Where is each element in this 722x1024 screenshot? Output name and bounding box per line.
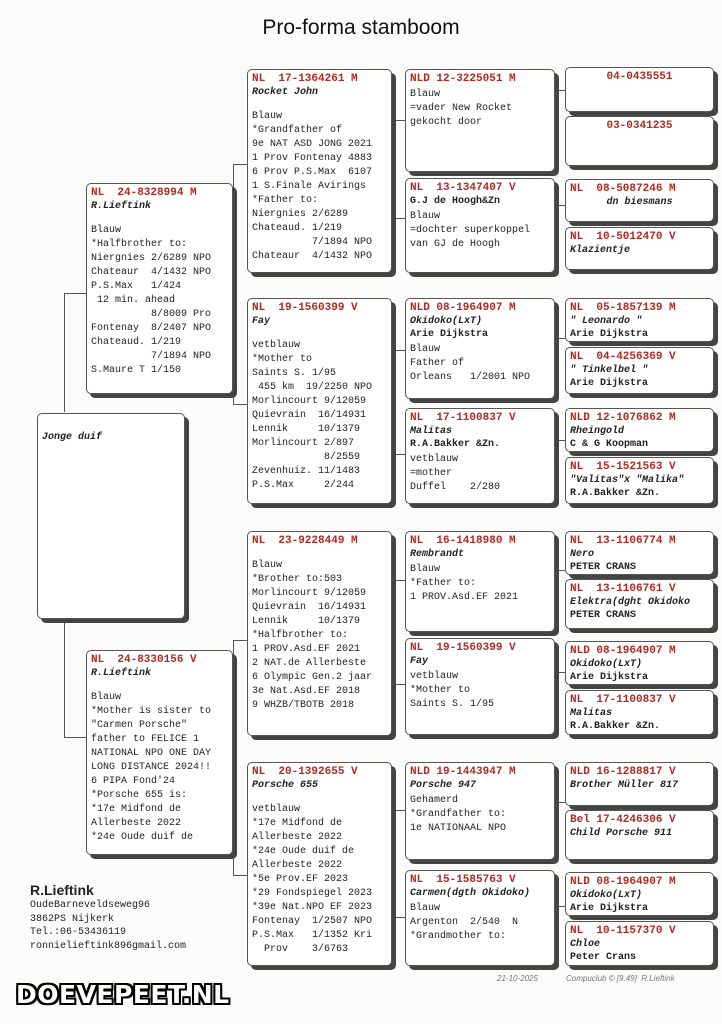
gen4-ring-number: NL 15-1521563 V <box>570 461 676 473</box>
grandparent-card[interactable] <box>247 298 392 504</box>
gen4-name: Elektra(dght Okidoko <box>570 597 691 608</box>
gen4-owner: R.A.Bakker &Zn. <box>570 488 661 499</box>
connector-line <box>392 580 405 581</box>
great-grandparent-card[interactable] <box>405 298 555 399</box>
ggp-name: Porsche 947 <box>410 780 477 791</box>
gen4-ring-number: NL 13-1106761 V <box>570 583 676 595</box>
connector-line <box>392 120 393 218</box>
connector-line <box>555 440 565 441</box>
gen4-card[interactable] <box>565 690 714 735</box>
owner-city: 3862PS Nijkerk <box>30 913 115 925</box>
gen4-name: "Valitas"x "Malika" <box>570 475 685 486</box>
ggp-name: Malitas <box>410 426 453 437</box>
gen4-ring-number: NL 13-1106774 M <box>570 535 676 547</box>
subject-card[interactable] <box>37 413 185 619</box>
ggp-info: vetblauw =mother Duffel 2/280 <box>410 454 501 493</box>
ggp-ring-number: NL 16-1418980 M <box>410 535 516 547</box>
grandparent-card[interactable] <box>247 69 392 273</box>
gen4-card[interactable] <box>565 921 714 966</box>
ggp-info: Gehamerd *Grandfather to: 1e NATIONAAL NPO <box>410 795 507 834</box>
ggp-info: Blauw Father of Orleans 1/2001 NPO <box>410 344 531 383</box>
grandparent-card[interactable] <box>247 531 392 736</box>
grandparent-ring-number: NL 23-9228449 M <box>252 535 358 547</box>
grandparent-info: Blauw *Brother to:503 Morlincourt 9/12059 Quievrain 16/14931 Lennik 10/1379 *Halfbrother to: 1 PROV.Asd.EF 2021 2 NAT.de Allerbeste 6 Olympic Gen.2 jaar 3e Nat.Asd.EF 2018 9 WHZB/TBOTB 2018 <box>252 560 373 711</box>
gen4-name: " Tinkelbel " <box>570 365 649 376</box>
ggp-name: Rembrandt <box>410 549 465 560</box>
great-grandparent-card[interactable] <box>405 870 555 966</box>
gen4-ring-number: NLD 08-1964907 M <box>570 876 676 888</box>
dam-card[interactable] <box>86 650 233 855</box>
great-grandparent-card[interactable] <box>405 762 555 860</box>
connector-line <box>64 619 65 737</box>
connector-line <box>392 454 405 455</box>
connector-line <box>64 293 65 412</box>
connector-line <box>64 293 86 294</box>
ggp-ring-number: NLD 12-3225051 M <box>410 73 516 85</box>
gen4-card[interactable] <box>565 179 714 222</box>
grandparent-ring-number: NL 19-1560399 V <box>252 302 358 314</box>
gen4-ring-number: NLD 08-1964907 M <box>570 645 676 657</box>
ggp-info: Blauw =vader New Rocket gekocht door <box>410 89 513 128</box>
connector-line <box>392 917 405 918</box>
watermark-logo: DOEVEPEET.NL <box>16 980 230 1009</box>
connector-line <box>555 802 565 803</box>
subject-name: Jonge duif <box>42 432 103 443</box>
connector-line <box>555 906 565 907</box>
connector-line <box>233 640 247 641</box>
ggp-ring-number: NL 15-1585763 V <box>410 874 516 886</box>
gen4-name: Rheingold <box>570 426 625 437</box>
connector-line <box>555 90 565 91</box>
gen4-name: Okidoko(LxT) <box>570 890 643 901</box>
connector-line <box>555 205 565 206</box>
gen4-card[interactable] <box>565 810 714 860</box>
footer-date: 21-10-2025 <box>497 974 538 983</box>
connector-line <box>392 810 405 811</box>
gen4-ring-number: Bel 17-4246306 V <box>570 814 676 826</box>
connector-line <box>233 404 247 405</box>
great-grandparent-card[interactable] <box>405 408 555 504</box>
gen4-card[interactable] <box>565 531 714 575</box>
gen4-card[interactable] <box>565 116 714 166</box>
connector-line <box>392 350 405 351</box>
gen4-ring-number: NL 17-1100837 V <box>570 694 676 706</box>
gen4-ring-number: NL 10-1157370 V <box>570 925 676 937</box>
dam-ring-number: NL 24-8330156 V <box>91 654 197 666</box>
connector-line <box>64 737 86 738</box>
ggp-info: Blauw Argenton 2/540 N *Grandmother to: <box>410 903 519 942</box>
sire-info: Blauw *Halfbrother to: Niergnies 2/6289 NPO Chateaur 4/1432 NPO P.S.Max 1/424 12 min. ahead 8/8009 Pro Fontenay 8/2407 NPO Chateaud. 1/219 7/1894 NPO S.Maure T 1/150 <box>91 225 212 376</box>
gen4-card[interactable] <box>565 408 714 452</box>
gen4-name: Malitas <box>570 708 613 719</box>
great-grandparent-card[interactable] <box>405 178 555 273</box>
gen4-owner: Arie Dijkstra <box>570 672 649 683</box>
connector-line <box>555 570 565 571</box>
ggp-ring-number: NL 19-1560399 V <box>410 642 516 654</box>
grandparent-info: Blauw *Grandfather of 9e NAT ASD JONG 2021 1 Prov Fontenay 4883 6 Prov P.S.Max 6107 1 S.Finale Avirings *Father to: Niergnies 2/6289 Chateaud. 1/219 7/1894 NPO Chateaur 4/1432 NPO <box>252 111 373 262</box>
ggp-ring-number: NL 13-1347407 V <box>410 182 516 194</box>
ggp-name: Fay <box>410 656 429 667</box>
connector-line <box>392 350 393 454</box>
grandparent-ring-number: NL 20-1392655 V <box>252 766 358 778</box>
gen4-card[interactable] <box>565 762 714 806</box>
sire-card[interactable] <box>86 183 233 394</box>
gen4-card[interactable] <box>565 347 714 394</box>
owner-name: R.Lieftink <box>30 882 94 898</box>
gen4-card[interactable] <box>565 298 714 342</box>
ggp-info: Blauw =dochter superkoppel van GJ de Hoogh <box>410 211 531 250</box>
ggp-name: Okidoko(LxT) <box>410 316 483 327</box>
grandparent-name: Rocket John <box>252 87 319 98</box>
connector-line <box>233 164 247 165</box>
gen4-card[interactable] <box>565 579 714 629</box>
gen4-ring-number: 03-0341235 <box>606 120 673 132</box>
gen4-ring-number: NLD 16-1288817 V <box>570 766 676 778</box>
connector-line <box>555 672 565 673</box>
gen4-owner: Arie Dijkstra <box>570 903 649 914</box>
ggp-info: Blauw *Father to: 1 PROV.Asd.EF 2021 <box>410 564 519 603</box>
gen4-ring-number: 04-0435551 <box>606 71 673 83</box>
gen4-ring-number: NL 04-4256369 V <box>570 351 676 363</box>
connector-line <box>392 120 405 121</box>
gen4-card[interactable] <box>565 67 714 112</box>
grandparent-name: Fay <box>252 316 271 327</box>
dam-name: R.Lieftink <box>91 668 152 679</box>
gen4-name: Okidoko(LxT) <box>570 659 643 670</box>
gen4-ring-number: NL 10-5012470 V <box>570 231 676 243</box>
gen4-name: Child Porsche 911 <box>570 828 673 839</box>
ggp-ring-number: NLD 08-1964907 M <box>410 302 516 314</box>
gen4-owner: PETER CRANS <box>570 562 637 573</box>
gen4-ring-number: NL 08-5087246 M <box>570 183 676 195</box>
great-grandparent-card[interactable] <box>405 69 555 172</box>
ggp-name: Carmen(dgth Okidoko) <box>410 888 531 899</box>
page-title: Pro-forma stamboom <box>262 16 460 39</box>
gen4-name: dn biesmans <box>606 197 673 208</box>
grandparent-card[interactable] <box>247 762 392 966</box>
connector-line <box>392 810 393 917</box>
connector-line <box>392 218 405 219</box>
grandparent-ring-number: NL 17-1364261 M <box>252 73 358 85</box>
gen4-owner: Arie Dijkstra <box>570 329 649 340</box>
gen4-owner: PETER CRANS <box>570 610 637 621</box>
connector-line <box>392 684 405 685</box>
sire-name: R.Lieftink <box>91 201 152 212</box>
gen4-owner: Arie Dijkstra <box>570 378 649 389</box>
grandparent-info: vetblauw *Mother to Saints S. 1/95 455 km 19/2250 NPO Morlincourt 9/12059 Quievrain 16/14931 Lennik 10/1379 Morlincourt 2/897 8/2559 Zevenhuiz. 11/1483 P.S.Max 2/244 <box>252 340 373 491</box>
ggp-info: vetblauw *Mother to Saints S. 1/95 <box>410 671 495 710</box>
gen4-owner: Peter Crans <box>570 952 637 963</box>
owner-email[interactable]: ronnielieftink896gmail.com <box>30 940 187 952</box>
gen4-name: " Leonardo " <box>570 316 643 327</box>
gen4-card[interactable] <box>565 227 714 270</box>
great-grandparent-card[interactable] <box>405 638 555 735</box>
owner-contact <box>30 881 186 953</box>
ggp-owner: R.A.Bakker &Zn. <box>410 439 501 450</box>
gen4-owner: C & G Koopman <box>570 439 649 450</box>
gen4-card[interactable] <box>565 641 714 685</box>
connector-line <box>233 164 234 404</box>
ggp-owner: G.J de Hoogh&Zn <box>410 196 501 207</box>
ggp-owner: Arie Dijkstra <box>410 329 489 340</box>
grandparent-info: vetblauw *17e Midfond de Allerbeste 2022 *24e Oude duif de Allerbeste 2022 *5e Prov.EF 2023 *29 Fondspiegel 2023 *39e Nat.NPO EF 2023 Fontenay 1/2507 NPO P.S.Max 1/1352 Kri Prov 3/6763 <box>252 804 373 955</box>
grandparent-name: Porsche 655 <box>252 780 319 791</box>
ggp-ring-number: NL 17-1100837 V <box>410 412 516 424</box>
owner-phone: Tel.:06-53436119 <box>30 927 127 938</box>
ggp-ring-number: NLD 19-1443947 M <box>410 766 516 778</box>
gen4-name: Chloe <box>570 939 601 950</box>
gen4-name: Nero <box>570 549 595 560</box>
gen4-name: Brother Müller 817 <box>570 780 679 791</box>
dam-info: Blauw *Mother is sister to "Carmen Porsche" father to FELICE 1 NATIONAL NPO ONE DAY LONG DISTANCE 2024!! 6 PIPA Fond'24 *Porsche 655 is: *17e Midfond de Allerbeste 2022 *24e Oude duif de <box>91 692 212 843</box>
connector-line <box>233 640 234 875</box>
gen4-card[interactable] <box>565 872 714 916</box>
footer-software: Compuclub © [9.49] R.Lieftink <box>566 974 675 983</box>
gen4-ring-number: NL 05-1857139 M <box>570 302 676 314</box>
gen4-card[interactable] <box>565 457 714 504</box>
gen4-name: Klazientje <box>570 245 631 256</box>
owner-street: OudeBarneveldseweg96 <box>30 900 151 911</box>
gen4-ring-number: NLD 12-1076862 M <box>570 412 676 424</box>
connector-line <box>392 580 393 684</box>
connector-line <box>233 875 247 876</box>
gen4-owner: R.A.Bakker &Zn. <box>570 721 661 732</box>
connector-line <box>555 338 565 339</box>
great-grandparent-card[interactable] <box>405 531 555 632</box>
sire-ring-number: NL 24-8328994 M <box>91 187 197 199</box>
